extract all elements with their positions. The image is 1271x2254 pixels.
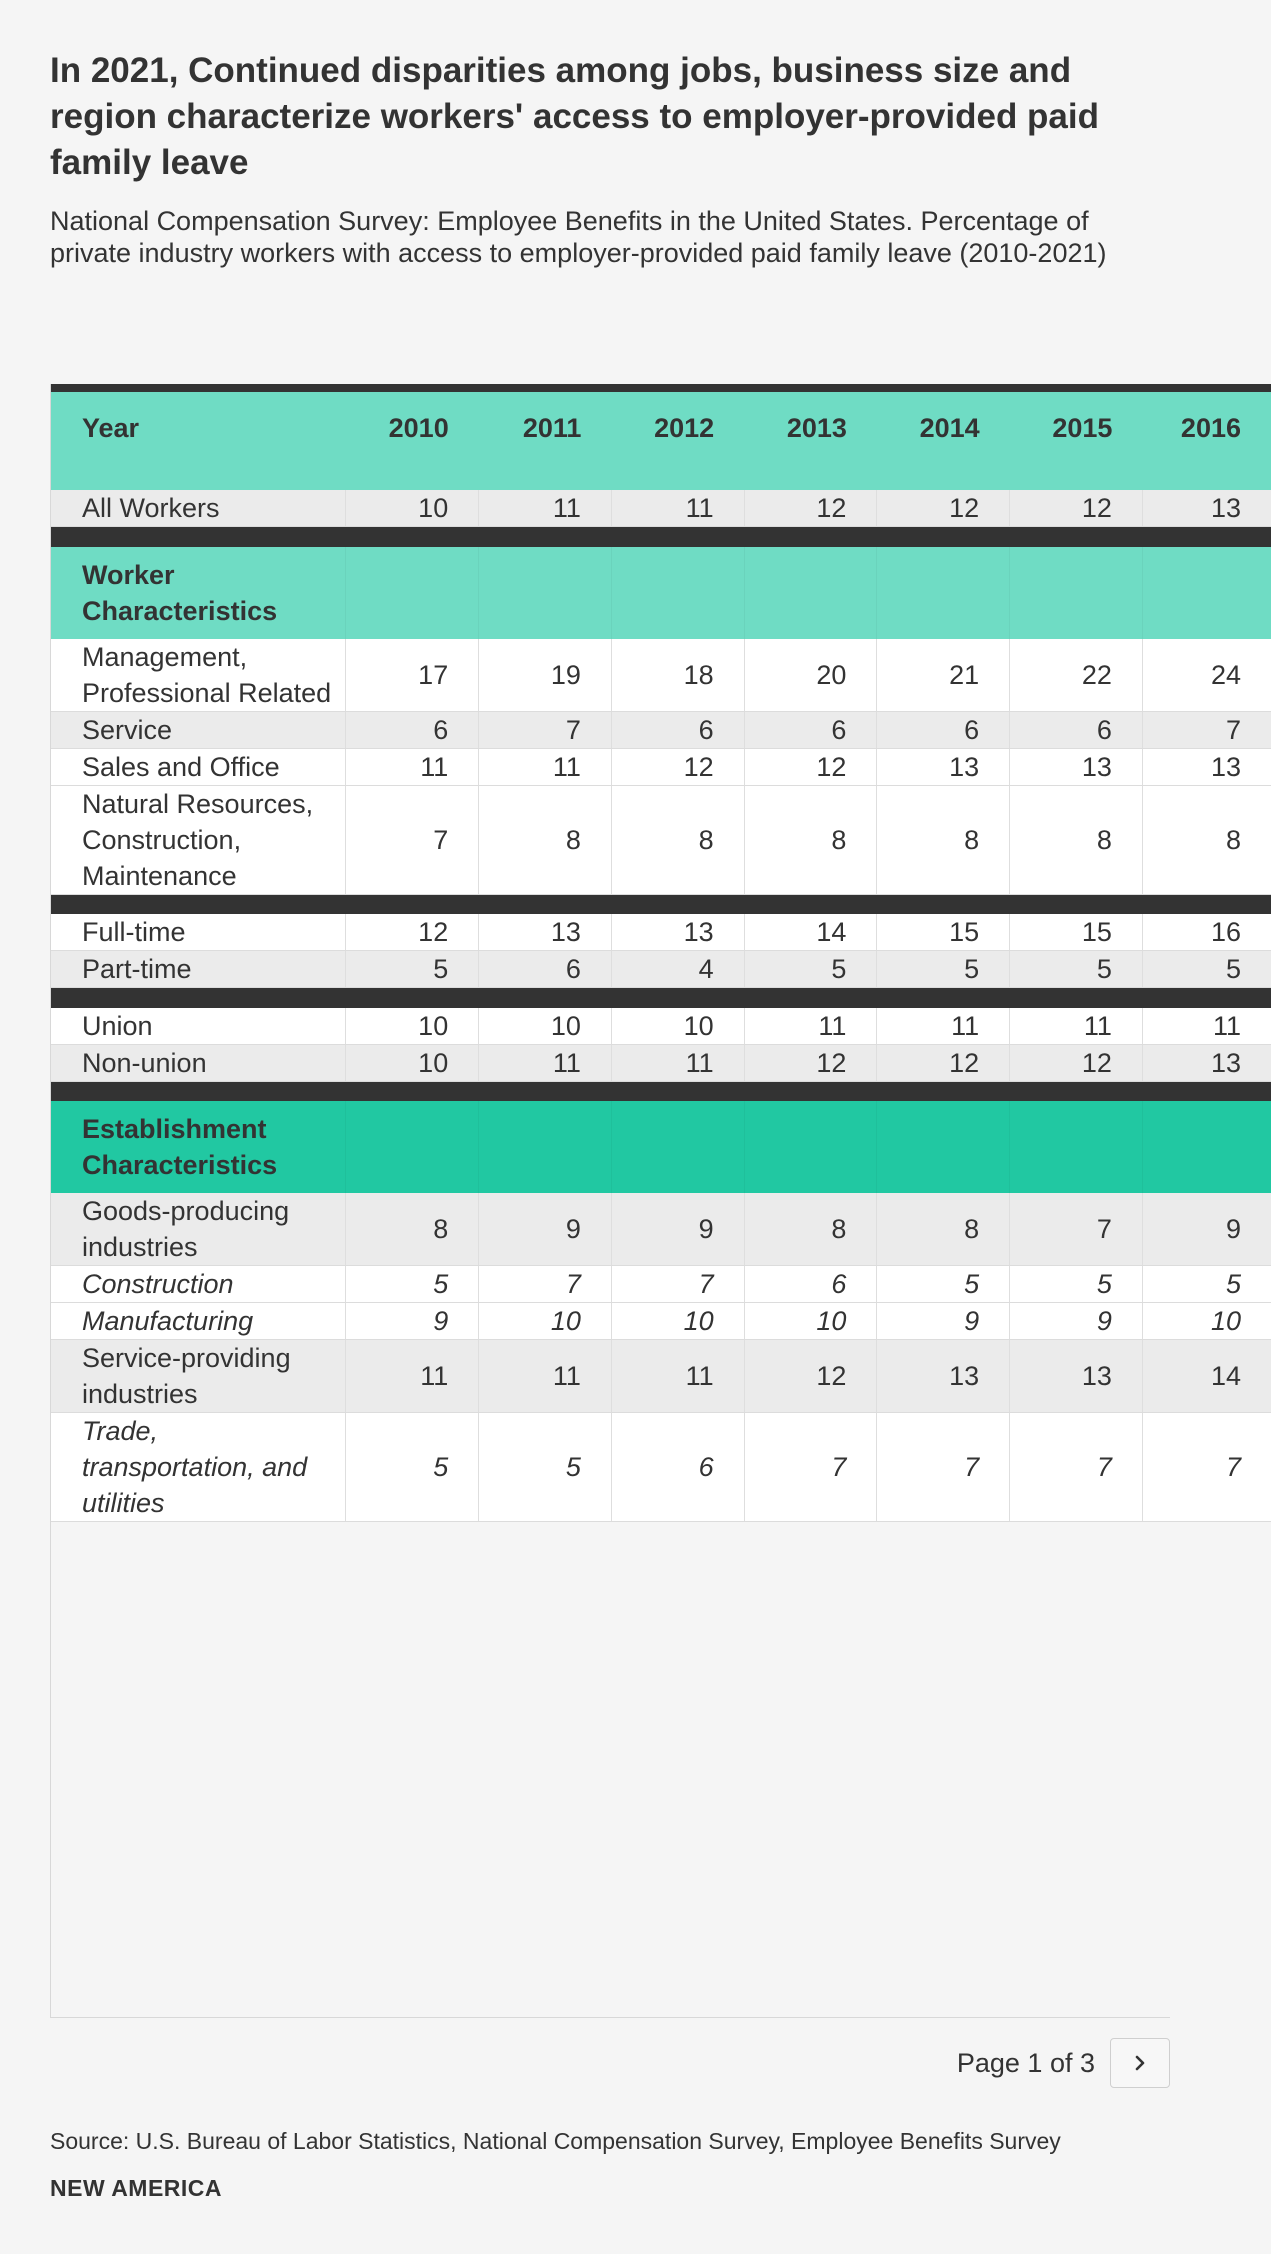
value-cell-2013: 20 [744, 639, 877, 712]
table-row [51, 490, 1271, 527]
value-cell-2016: 16 [1142, 914, 1271, 951]
group-separator-bar [51, 894, 1271, 914]
value-cell-2010: 10 [346, 1008, 479, 1045]
value-cell-2015: 13 [1010, 748, 1143, 785]
value-cell-2015: 5 [1010, 1266, 1143, 1303]
value-cell-2014: 12 [877, 1044, 1010, 1081]
value-cell-2015: 12 [1010, 1044, 1143, 1081]
table-row [51, 1303, 1271, 1340]
section-header-fill [1010, 1101, 1143, 1193]
value-cell-2010: 8 [346, 1193, 479, 1266]
value-cell-2016: 9 [1142, 1193, 1271, 1266]
value-cell-2012: 18 [611, 639, 744, 712]
value-cell-2011: 5 [479, 1413, 612, 1522]
section-header-fill [877, 547, 1010, 639]
value-cell-2011: 6 [479, 951, 612, 988]
header-cell-2016[interactable]: 2016 [1142, 392, 1271, 490]
value-cell-2011: 11 [479, 490, 612, 527]
value-cell-2013: 11 [744, 1008, 877, 1045]
section-header-label: Worker Characteristics [51, 547, 346, 639]
row-label: Union [51, 1008, 346, 1045]
table-row [51, 1413, 1271, 1522]
value-cell-2012: 6 [611, 1413, 744, 1522]
value-cell-2011: 9 [479, 1193, 612, 1266]
source-note: Source: U.S. Bureau of Labor Statistics, National Compensation Survey, Employee Benefits Survey [50, 2128, 1061, 2154]
value-cell-2016: 5 [1142, 1266, 1271, 1303]
value-cell-2014: 5 [877, 1266, 1010, 1303]
group-separator-bar [51, 1081, 1271, 1101]
table-row [51, 711, 1271, 748]
header-cell-2010[interactable]: 2010 [346, 392, 479, 490]
row-label: Natural Resources, Construction, Maintenance [51, 785, 346, 894]
section-header-fill [1142, 1101, 1271, 1193]
table-row [51, 1008, 1271, 1045]
page-indicator: Page 1 of 3 [956, 2047, 1095, 2078]
section-header-label: Establishment Characteristics [51, 1101, 346, 1193]
group-separator-bar [51, 527, 1271, 547]
value-cell-2012: 6 [611, 711, 744, 748]
value-cell-2010: 12 [346, 914, 479, 951]
value-cell-2013: 10 [744, 1303, 877, 1340]
value-cell-2013: 12 [744, 1044, 877, 1081]
value-cell-2013: 8 [744, 785, 877, 894]
value-cell-2010: 11 [346, 1340, 479, 1413]
value-cell-2013: 12 [744, 1340, 877, 1413]
value-cell-2010: 11 [346, 748, 479, 785]
row-label: All Workers [51, 490, 346, 527]
table-row [51, 951, 1271, 988]
value-cell-2016: 7 [1142, 711, 1271, 748]
value-cell-2012: 4 [611, 951, 744, 988]
header-cell-2011[interactable]: 2011 [479, 392, 612, 490]
value-cell-2012: 11 [611, 1044, 744, 1081]
value-cell-2016: 5 [1142, 951, 1271, 988]
header-cell-2012[interactable]: 2012 [611, 392, 744, 490]
value-cell-2014: 7 [877, 1413, 1010, 1522]
value-cell-2015: 15 [1010, 914, 1143, 951]
value-cell-2011: 13 [479, 914, 612, 951]
value-cell-2010: 17 [346, 639, 479, 712]
value-cell-2010: 10 [346, 1044, 479, 1081]
header-cell-2015[interactable]: 2015 [1010, 392, 1143, 490]
value-cell-2015: 8 [1010, 785, 1143, 894]
value-cell-2010: 6 [346, 711, 479, 748]
value-cell-2016: 10 [1142, 1303, 1271, 1340]
value-cell-2010: 7 [346, 785, 479, 894]
value-cell-2015: 13 [1010, 1340, 1143, 1413]
section-header-row [51, 1101, 1271, 1193]
value-cell-2012: 11 [611, 490, 744, 527]
group-separator [51, 988, 1271, 1008]
table-row [51, 748, 1271, 785]
value-cell-2013: 8 [744, 1193, 877, 1266]
group-separator-bar [51, 988, 1271, 1008]
row-label: Part-time [51, 951, 346, 988]
value-cell-2014: 5 [877, 951, 1010, 988]
section-header-fill [744, 547, 877, 639]
value-cell-2010: 5 [346, 1413, 479, 1522]
value-cell-2012: 13 [611, 914, 744, 951]
section-header-fill [611, 547, 744, 639]
value-cell-2010: 9 [346, 1303, 479, 1340]
value-cell-2011: 19 [479, 639, 612, 712]
table-row [51, 1044, 1271, 1081]
value-cell-2014: 6 [877, 711, 1010, 748]
value-cell-2015: 11 [1010, 1008, 1143, 1045]
section-header-fill [611, 1101, 744, 1193]
value-cell-2016: 24 [1142, 639, 1271, 712]
next-page-button[interactable] [1110, 2038, 1170, 2088]
row-label: Goods-producing industries [51, 1193, 346, 1266]
value-cell-2014: 13 [877, 1340, 1010, 1413]
table-header-row [51, 392, 1271, 490]
value-cell-2013: 5 [744, 951, 877, 988]
row-label: Non-union [51, 1044, 346, 1081]
row-label: Manufacturing [51, 1303, 346, 1340]
brand-logo: NEW AMERICA [50, 2175, 223, 2201]
data-table-viewport[interactable] [50, 384, 1241, 2018]
value-cell-2014: 13 [877, 748, 1010, 785]
table-body [51, 490, 1271, 1522]
header-cell-year[interactable]: Year [51, 392, 346, 490]
value-cell-2016: 11 [1142, 1008, 1271, 1045]
table-row [51, 639, 1271, 712]
group-separator [51, 527, 1271, 547]
group-separator [51, 894, 1271, 914]
value-cell-2014: 21 [877, 639, 1010, 712]
value-cell-2015: 7 [1010, 1413, 1143, 1522]
value-cell-2011: 10 [479, 1008, 612, 1045]
value-cell-2012: 11 [611, 1340, 744, 1413]
table-row [51, 785, 1271, 894]
table-row [51, 1340, 1271, 1413]
table-row [51, 1266, 1271, 1303]
value-cell-2016: 13 [1142, 1044, 1271, 1081]
value-cell-2013: 7 [744, 1413, 877, 1522]
value-cell-2010: 5 [346, 951, 479, 988]
value-cell-2015: 7 [1010, 1193, 1143, 1266]
value-cell-2012: 9 [611, 1193, 744, 1266]
table-top-rule [51, 384, 1271, 392]
value-cell-2010: 5 [346, 1266, 479, 1303]
value-cell-2011: 10 [479, 1303, 612, 1340]
row-label: Full-time [51, 914, 346, 951]
header-cell-2014[interactable]: 2014 [877, 392, 1010, 490]
row-label: Management, Professional Related [51, 639, 346, 712]
section-header-fill [346, 547, 479, 639]
value-cell-2015: 9 [1010, 1303, 1143, 1340]
table-row [51, 1193, 1271, 1266]
table-row [51, 914, 1271, 951]
value-cell-2012: 10 [611, 1008, 744, 1045]
row-label: Trade, transportation, and utilities [51, 1413, 346, 1522]
value-cell-2011: 8 [479, 785, 612, 894]
value-cell-2015: 22 [1010, 639, 1143, 712]
value-cell-2010: 10 [346, 490, 479, 527]
row-label: Service-providing industries [51, 1340, 346, 1413]
header-cell-2013[interactable]: 2013 [744, 392, 877, 490]
section-header-fill [877, 1101, 1010, 1193]
pagination [957, 2038, 1170, 2088]
section-header-fill [744, 1101, 877, 1193]
value-cell-2012: 7 [611, 1266, 744, 1303]
value-cell-2013: 12 [744, 490, 877, 527]
value-cell-2015: 6 [1010, 711, 1143, 748]
section-header-fill [479, 1101, 612, 1193]
value-cell-2011: 11 [479, 748, 612, 785]
value-cell-2011: 11 [479, 1044, 612, 1081]
group-separator [51, 1081, 1271, 1101]
value-cell-2016: 14 [1142, 1340, 1271, 1413]
chevron-right-icon [1130, 2053, 1150, 2073]
value-cell-2012: 8 [611, 785, 744, 894]
value-cell-2016: 8 [1142, 785, 1271, 894]
section-header-fill [1142, 547, 1271, 639]
value-cell-2011: 11 [479, 1340, 612, 1413]
value-cell-2014: 8 [877, 1193, 1010, 1266]
value-cell-2013: 14 [744, 914, 877, 951]
value-cell-2014: 9 [877, 1303, 1010, 1340]
row-label: Service [51, 711, 346, 748]
value-cell-2015: 12 [1010, 490, 1143, 527]
value-cell-2011: 7 [479, 1266, 612, 1303]
section-header-fill [346, 1101, 479, 1193]
value-cell-2014: 11 [877, 1008, 1010, 1045]
row-label: Construction [51, 1266, 346, 1303]
value-cell-2015: 5 [1010, 951, 1143, 988]
value-cell-2013: 6 [744, 711, 877, 748]
value-cell-2016: 13 [1142, 748, 1271, 785]
value-cell-2014: 8 [877, 785, 1010, 894]
value-cell-2012: 10 [611, 1303, 744, 1340]
value-cell-2014: 15 [877, 914, 1010, 951]
value-cell-2016: 7 [1142, 1413, 1271, 1522]
section-header-fill [1010, 547, 1143, 639]
value-cell-2014: 12 [877, 490, 1010, 527]
row-label: Sales and Office [51, 748, 346, 785]
section-header-row [51, 547, 1271, 639]
chart-subtitle: National Compensation Survey: Employee Benefits in the United States. Percentage of private industry workers with access to employer-provided paid family leave (2010-2021) [50, 206, 1107, 268]
value-cell-2013: 6 [744, 1266, 877, 1303]
value-cell-2016: 13 [1142, 490, 1271, 527]
chart-title: In 2021, Continued disparities among jobs, business size and region characterize workers' access to employer-provided paid family leave [50, 51, 1099, 182]
section-header-fill [479, 547, 612, 639]
data-table [51, 384, 1271, 1522]
value-cell-2012: 12 [611, 748, 744, 785]
value-cell-2011: 7 [479, 711, 612, 748]
value-cell-2013: 12 [744, 748, 877, 785]
